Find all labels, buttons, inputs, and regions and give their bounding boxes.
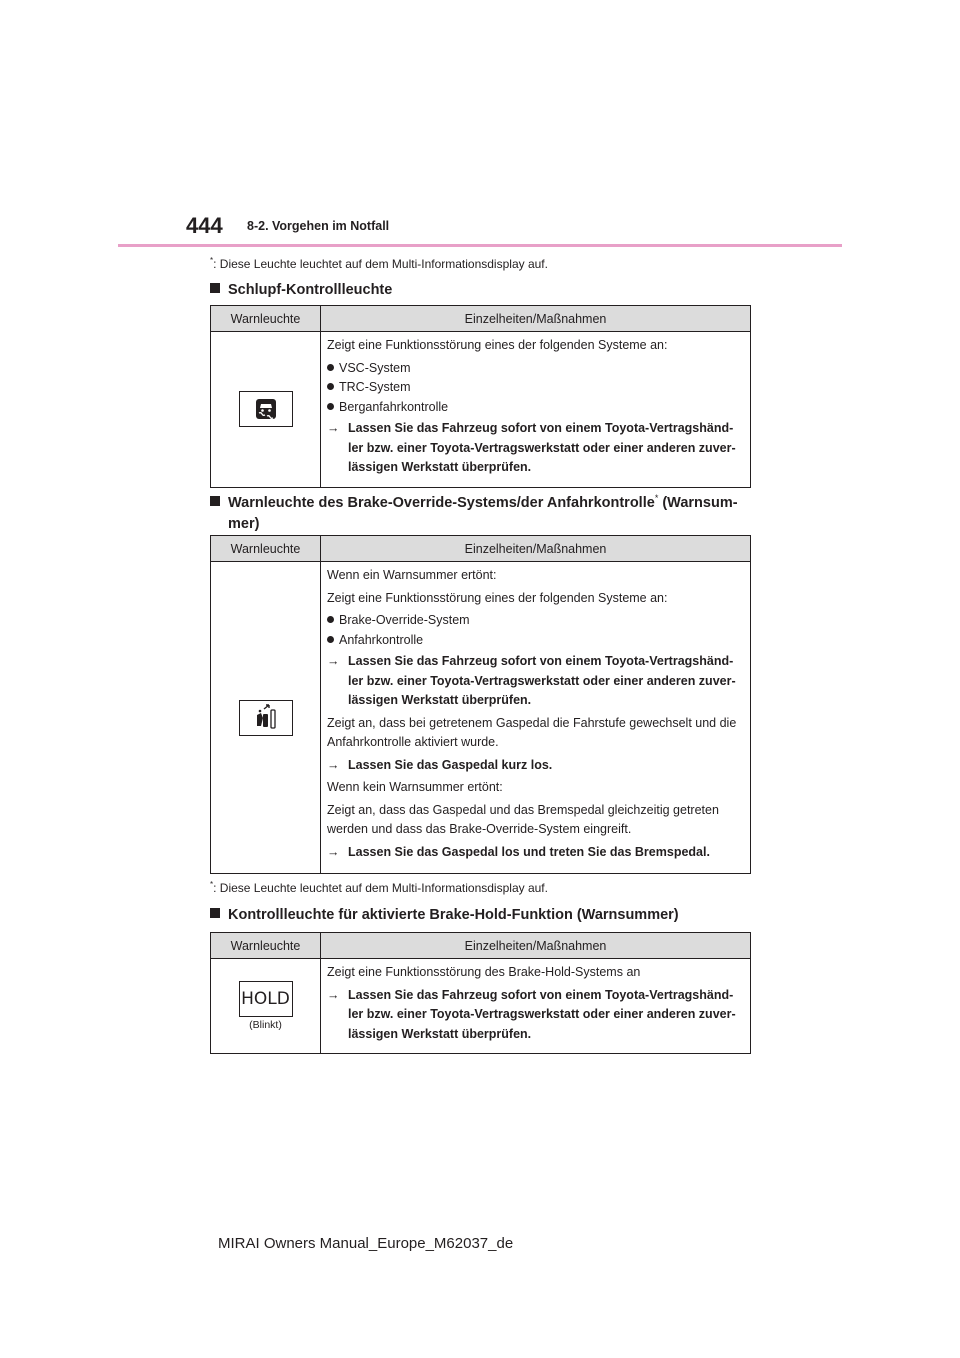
brake-override-icon [239,700,293,736]
details-cell: Zeigt eine Funktionsstörung des Brake-Hold-Systems an → Lassen Sie das Fahrzeug sofort von einem Toyota-Vertragshänd-ler bzw. einer Toyota-Vertragswerkstatt oder einer anderen zuver-lässigen Werkstatt überprüfen. [321,959,751,1054]
action-instruction: → Lassen Sie das Gaspedal los und treten Sie das Bremspedal. [327,844,710,859]
warning-light-cell [211,959,321,1054]
column-header-warning-light: Warnleuchte [211,933,321,959]
column-header-details: Einzelheiten/Maßnahmen [321,933,751,959]
list-item: Berganfahrkontrolle [327,398,744,418]
list-item: Anfahrkontrolle [327,631,744,651]
header-divider [118,244,842,247]
footnote-top: *: Diese Leuchte leuchtet auf dem Multi-Informationsdisplay auf. [210,256,548,271]
action-instruction: → Lassen Sie das Fahrzeug sofort von einem Toyota-Vertragshänd-ler bzw. einer Toyota-Vertragswerkstatt oder einer anderen zuver-lässigen Werkstatt überprüfen. [327,421,736,474]
heading-brake-hold: Kontrollleuchte für aktivierte Brake-Hold-Funktion (Warnsummer) [210,905,679,926]
details-cell: Zeigt eine Funktionsstörung eines der folgenden Systeme an: VSC-System TRC-System Berganfahrkontrolle → Lassen Sie das Fahrzeug sofort von einem Toyota-Vertragshänd-ler bzw. einer Toyota-Vertragswerkstatt oder einer anderen zuver-lässigen Werkstatt überprüfen. [321,332,751,488]
action-instruction: → Lassen Sie das Fahrzeug sofort von einem Toyota-Vertragshänd-ler bzw. einer Toyota-Vertragswerkstatt oder einer anderen zuver-lässigen Werkstatt überprüfen. [327,654,736,707]
table-brake-override [210,535,751,874]
table-slip-indicator [210,305,751,488]
hold-indicator-icon: HOLD [239,981,293,1017]
warning-light-cell [211,562,321,874]
details-cell: Wenn ein Warnsummer ertönt: Zeigt eine Funktionsstörung eines der folgenden Systeme an: Brake-Override-System Anfahrkontrolle → Lassen Sie das Fahrzeug sofort von einem Toyota-Vertragshänd-ler bzw. einer Toyota-Vertragswerkstatt oder einer anderen zuver-lässigen Werkstatt überprüfen. Zeigt an, dass bei getretenem Gaspedal die Fahrstufe gewechselt und die Anfahrkontrolle aktiviert wurde. → Lassen Sie das Gaspedal kurz los. Wenn kein Warnsummer ertönt: Zeigt an, dass das Gaspedal und das Bremspedal gleichzeitig getreten werden und dass das Brake-Override-System eingreift. → Lassen Sie das Gaspedal los und treten Sie das Bremspedal. [321,562,751,874]
action-instruction: → Lassen Sie das Fahrzeug sofort von einem Toyota-Vertragshänd-ler bzw. einer Toyota-Vertragswerkstatt oder einer anderen zuver-lässigen Werkstatt überprüfen. [327,987,736,1041]
table-brake-hold [210,932,751,1054]
footer-manual-id: MIRAI Owners Manual_Europe_M62037_de [218,1235,514,1252]
footnote-middle: *: Diese Leuchte leuchtet auf dem Multi-Informationsdisplay auf. [210,880,548,895]
page-number: 444 [186,213,223,238]
column-header-warning-light: Warnleuchte [211,306,321,332]
heading-brake-override: Warnleuchte des Brake-Override-Systems/der Anfahrkontrolle* (Warnsum- mer) [210,488,755,535]
action-instruction: → Lassen Sie das Gaspedal kurz los. [327,757,553,772]
blink-note: (Blinkt) [249,1019,282,1031]
warning-light-cell [211,332,321,488]
slip-indicator-icon [239,391,293,427]
section-title: 8-2. Vorgehen im Notfall [247,219,390,233]
list-item: Brake-Override-System [327,611,744,631]
column-header-details: Einzelheiten/Maßnahmen [321,306,751,332]
heading-slip-indicator: Schlupf-Kontrollleuchte [210,280,392,301]
list-item: TRC-System [327,378,744,398]
column-header-details: Einzelheiten/Maßnahmen [321,536,751,562]
list-item: VSC-System [327,359,744,379]
column-header-warning-light: Warnleuchte [211,536,321,562]
